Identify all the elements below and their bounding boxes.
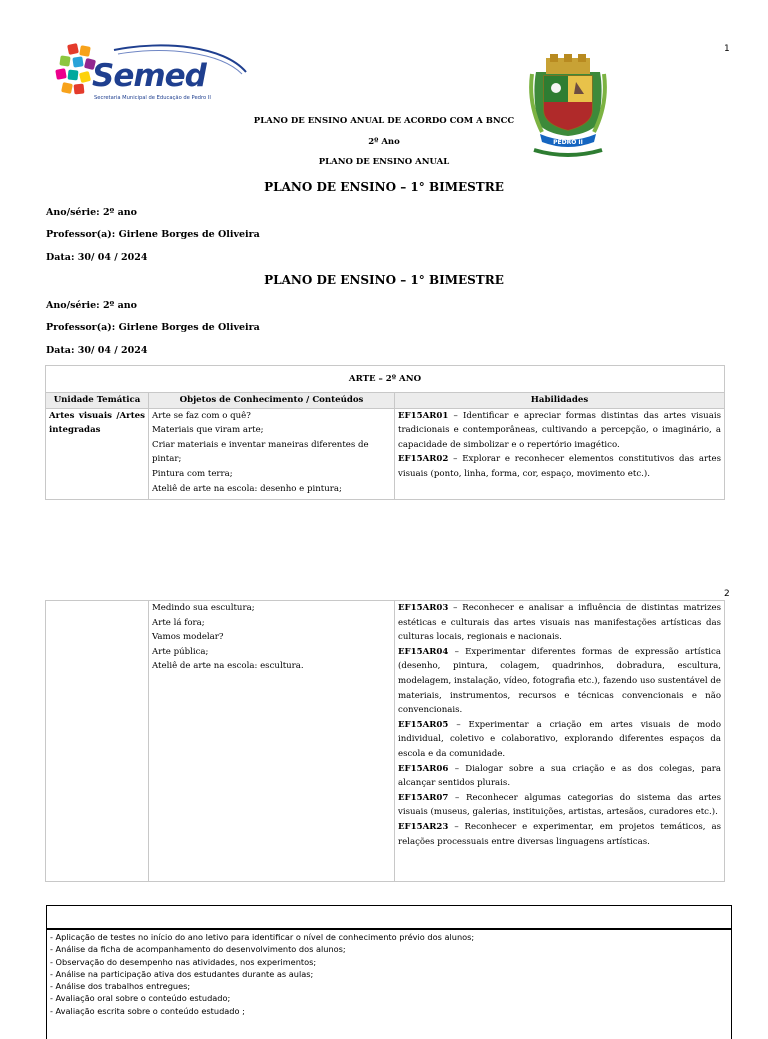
evaluation-item: - Análise da ficha de acompanhamento do desenvolvimento dos alunos;: [50, 944, 346, 955]
column-header: Objetos de Conhecimento / Conteúdos: [149, 393, 395, 409]
evaluation-item: - Análise na participação ativa dos estudantes durante as aulas;: [50, 968, 314, 979]
evaluation-box: [46, 928, 732, 1039]
objeto-item: Materiais que viram arte;: [152, 425, 264, 436]
habilidade-text: – Experimentar a criação em artes visuais de modo individual, coletivo e colaborativo, explorando diferentes espaços da escola e da comunidade.: [398, 719, 721, 759]
evaluation-item: - Aplicação de testes no início do ano letivo para identificar o nível de conhecimento prévio dos alunos;: [50, 932, 475, 942]
objeto-item: Medindo sua escultura;: [152, 603, 255, 613]
unidade-tematica: Artes visuais /Artes integradas: [46, 408, 149, 499]
objetos-cell: [149, 408, 395, 499]
header-line: PLANO DE ENSINO ANUAL DE ACORDO COM A BNCC: [253, 116, 515, 126]
habilidade-item: [398, 762, 721, 791]
habilidade-code: EF15AR23: [398, 821, 449, 832]
habilidade-item: [398, 791, 721, 820]
habilidade-item: [398, 452, 721, 481]
habilidade-text: – Explorar e reconhecer elementos constitutivos das artes visuais (ponto, linha, forma, cor, espaço, movimento etc.).: [398, 454, 721, 479]
habilidade-text: – Experimentar diferentes formas de expressão artística (desenho, pintura, colagem, quadrinhos, dobradura, escultura, modelagem, instalação, vídeo, fotografia etc.), fazendo uso sustentável de materiais, instrumentos, recursos e técnicas convencionais e não convencionais.: [398, 646, 721, 716]
habilidade-item: [398, 409, 721, 453]
objeto-item: Vamos modelar?: [152, 632, 224, 643]
arte-table: [45, 365, 725, 500]
objeto-item: Ateliê de arte na escola: desenho e pintura;: [152, 483, 342, 494]
objeto-item: Arte se faz com o quê?: [152, 410, 251, 421]
habilidades-cell: [395, 601, 725, 882]
page-number: 2: [724, 589, 730, 599]
habilidade-text: – Identificar e apreciar formas distintas das artes visuais tradicionais e contemporâneas, cultivando a percepção, o imaginário, a capacidade de simbolizar e o repertório imagético.: [398, 410, 721, 450]
habilidades-cell: [395, 408, 725, 499]
objeto-item: Arte pública;: [152, 646, 209, 657]
table-caption: ARTE – 2º ANO: [46, 366, 725, 393]
habilidade-code: EF15AR02: [398, 454, 449, 465]
column-header: Habilidades: [395, 393, 725, 409]
logo-wordmark: Semed: [92, 58, 206, 94]
ano-serie: Ano/série: 2º ano: [46, 207, 138, 218]
plan-title: PLANO DE ENSINO – 1° BIMESTRE: [264, 180, 504, 194]
table-row: [46, 408, 725, 499]
objeto-item: Ateliê de arte na escola: escultura.: [152, 661, 304, 672]
objeto-item: Criar materiais e inventar maneiras diferentes de: [152, 439, 369, 450]
evaluation-header-box: [46, 905, 732, 930]
unidade-tematica: [46, 601, 149, 882]
semed-logo: [54, 42, 250, 106]
objetos-cell: [149, 601, 395, 882]
habilidade-text: – Reconhecer algumas categorias do sistema das artes visuais (museus, galerias, instituições, artistas, artesãos, curadores etc.).: [398, 792, 721, 818]
logo-subtitle: Secretaria Municipal de Educação de Pedro II: [94, 95, 211, 101]
objeto-item: Arte lá fora;: [152, 617, 205, 628]
table-row: [46, 601, 725, 882]
objeto-item: Pintura com terra;: [152, 468, 233, 479]
ano-serie: Ano/série: 2º ano: [46, 300, 138, 311]
date: Data: 30/ 04 / 2024: [46, 345, 148, 356]
header-line: 2º Ano: [368, 137, 400, 147]
habilidade-code: EF15AR06: [398, 763, 449, 774]
plan-title: PLANO DE ENSINO – 1° BIMESTRE: [264, 273, 504, 287]
habilidade-item: [398, 645, 721, 718]
habilidade-code: EF15AR01: [398, 410, 449, 421]
professor: Professor(a): Girlene Borges de Oliveira: [46, 229, 260, 240]
professor: Professor(a): Girlene Borges de Oliveira: [46, 322, 260, 333]
habilidade-code: EF15AR04: [398, 646, 449, 657]
habilidade-text: – Reconhecer e analisar a influência de distintas matrizes estéticas e culturais das artes visuais nas manifestações artísticas das culturas locais, regionais e nacionais.: [398, 603, 721, 643]
habilidade-item: [398, 820, 721, 849]
evaluation-item: - Avaliação escrita sobre o conteúdo estudado ;: [50, 1005, 245, 1016]
crest-banner: PEDRO II: [553, 139, 583, 146]
habilidade-code: EF15AR07: [398, 792, 449, 803]
habilidade-code: EF15AR05: [398, 719, 449, 730]
header-line: PLANO DE ENSINO ANUAL: [318, 157, 450, 167]
objeto-item: pintar;: [152, 454, 182, 465]
habilidade-item: [398, 718, 721, 762]
arte-table-continued: [45, 600, 725, 882]
date: Data: 30/ 04 / 2024: [46, 252, 148, 263]
evaluation-item: - Observação do desempenho nas atividades, nos experimentos;: [50, 956, 317, 967]
column-header: Unidade Temática: [46, 393, 149, 409]
habilidade-text: – Dialogar sobre a sua criação e as dos colegas, para alcançar sentidos plurais.: [398, 763, 721, 789]
page-number: 1: [724, 44, 730, 54]
habilidade-item: [398, 601, 721, 645]
evaluation-item: - Análise dos trabalhos entregues;: [50, 981, 191, 992]
habilidade-text: – Reconhecer e experimentar, em projetos temáticos, as relações processuais entre diversas linguagens artísticas.: [398, 821, 721, 847]
evaluation-item: - Avaliação oral sobre o conteúdo estudado;: [50, 993, 231, 1004]
habilidade-code: EF15AR03: [398, 603, 449, 613]
